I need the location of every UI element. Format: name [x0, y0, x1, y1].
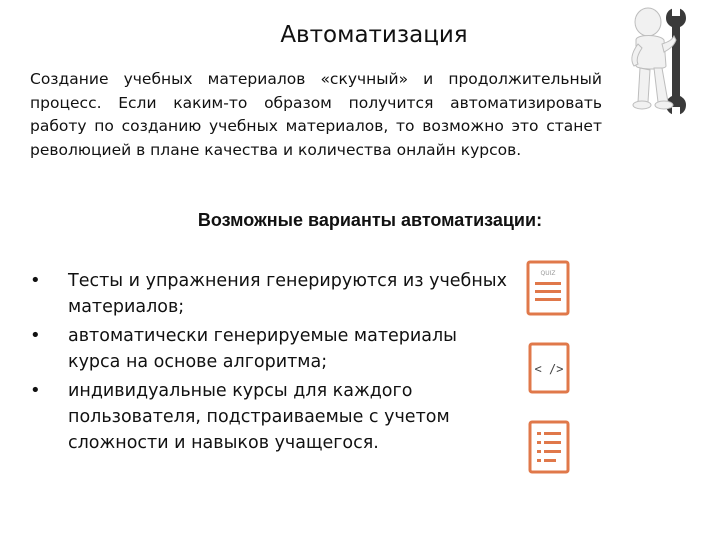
options-list: [28, 268, 508, 459]
person-with-wrench-icon: [618, 4, 712, 116]
bullet-dot: •: [30, 325, 41, 346]
list-document-icon: [518, 416, 578, 476]
svg-text:QUIZ: QUIZ: [540, 270, 556, 277]
code-document-icon: [518, 338, 578, 398]
list-item: • индивидуальные курсы для каждого пользователя, подстраиваемые с учетом сложности и навыков учащегося.: [30, 380, 450, 453]
quiz-document-icon: [518, 258, 578, 318]
options-heading: Возможные варианты автоматизации:: [197, 210, 543, 230]
list-item: • автоматически генерируемые материалы курса на основе алгоритма;: [30, 325, 457, 372]
intro-paragraph: Создание учебных материалов «скучный» и продолжительный процесс. Если каким-то образом получится автоматизировать работу по созданию учебных материалов, то возможно это станет революцией в плане качества и количества онлайн курсов.: [30, 70, 602, 159]
svg-text:< />: < />: [534, 362, 564, 376]
list-item: • Тесты и упражнения генерируются из учебных материалов;: [30, 270, 507, 317]
slide-title: Автоматизация: [280, 22, 468, 48]
bullet-dot: •: [30, 270, 41, 291]
bullet-dot: •: [30, 380, 41, 401]
